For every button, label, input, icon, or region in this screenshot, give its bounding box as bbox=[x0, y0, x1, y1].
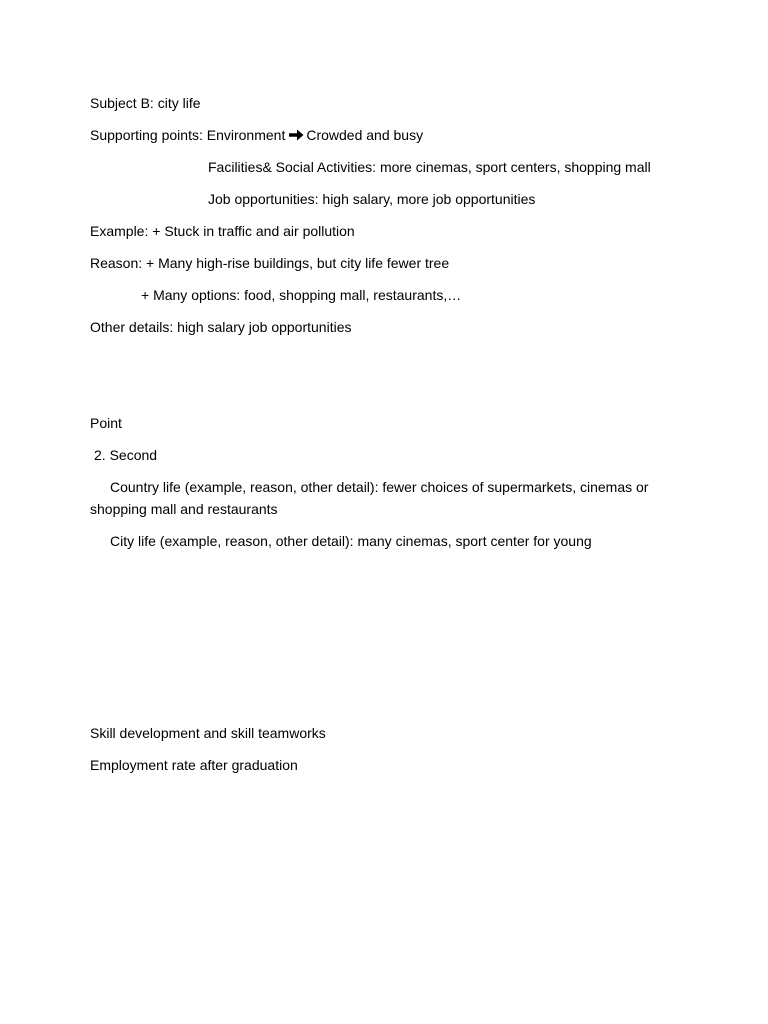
employment-rate-line: Employment rate after graduation bbox=[90, 757, 298, 773]
point-heading: Point bbox=[90, 415, 122, 431]
job-opportunities-line: Job opportunities: high salary, more job opportunities bbox=[208, 191, 536, 207]
facilities-line: Facilities& Social Activities: more cinemas, sport centers, shopping mall bbox=[208, 159, 651, 175]
supporting-points-line bbox=[90, 126, 423, 144]
reason-line: Reason: + Many high-rise buildings, but city life fewer tree bbox=[90, 255, 450, 271]
skill-development-line: Skill development and skill teamworks bbox=[90, 725, 326, 741]
right-arrow-icon bbox=[289, 129, 304, 141]
reason-line-continued: + Many options: food, shopping mall, restaurants,… bbox=[141, 287, 462, 303]
country-life-paragraph: Country life (example, reason, other detail): fewer choices of supermarkets, cinemas or shopping mall and restaurants bbox=[90, 479, 649, 517]
other-details-line: Other details: high salary job opportunities bbox=[90, 319, 352, 335]
supporting-points-label: Supporting points: Environment bbox=[90, 127, 286, 143]
point-number-line: 2. Second bbox=[94, 447, 158, 463]
supporting-points-value: Crowded and busy bbox=[306, 127, 424, 143]
example-line: Example: + Stuck in traffic and air pollution bbox=[90, 223, 355, 239]
city-life-paragraph: City life (example, reason, other detail): many cinemas, sport center for young bbox=[110, 533, 592, 549]
subject-line: Subject B: city life bbox=[90, 95, 201, 111]
